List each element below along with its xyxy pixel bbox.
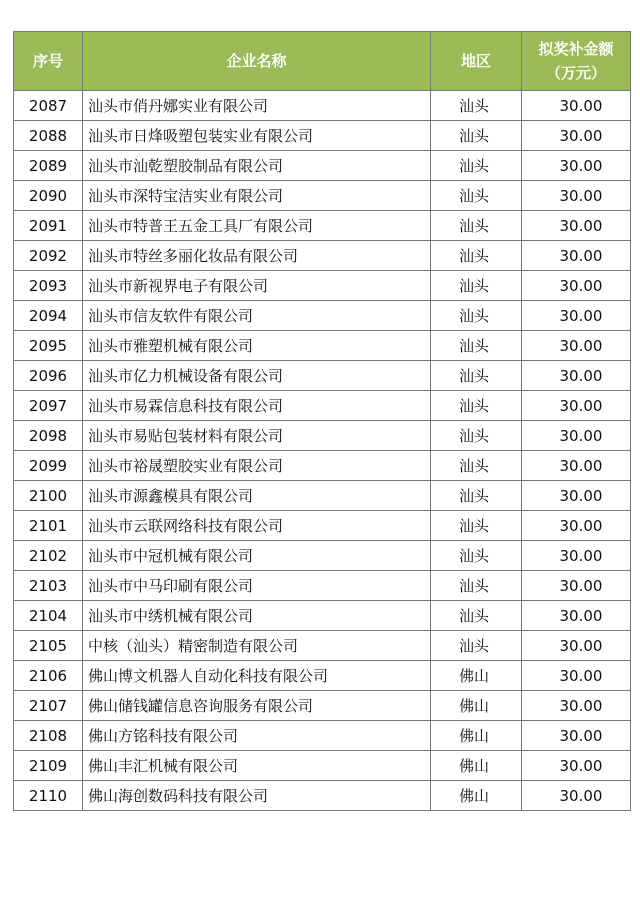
cell-amount: 30.00 [522,601,631,631]
cell-amount: 30.00 [522,391,631,421]
cell-amount: 30.00 [522,91,631,121]
cell-no: 2105 [14,631,83,661]
cell-no: 2093 [14,271,83,301]
cell-company-name: 汕头市信友软件有限公司 [83,301,431,331]
cell-area: 佛山 [431,751,522,781]
header-row [14,32,631,91]
cell-area: 汕头 [431,631,522,661]
table-row [14,601,631,631]
cell-area: 汕头 [431,151,522,181]
cell-area: 汕头 [431,331,522,361]
cell-company-name: 汕头市特丝多丽化妆品有限公司 [83,241,431,271]
cell-amount: 30.00 [522,691,631,721]
cell-amount: 30.00 [522,481,631,511]
cell-amount: 30.00 [522,151,631,181]
header-amount [522,32,631,91]
cell-amount: 30.00 [522,211,631,241]
table-row [14,781,631,811]
table-body [14,91,631,811]
cell-company-name: 汕头市特普王五金工具厂有限公司 [83,211,431,241]
table-row [14,211,631,241]
cell-no: 2104 [14,601,83,631]
table-row [14,691,631,721]
cell-no: 2088 [14,121,83,151]
cell-no: 2091 [14,211,83,241]
table-row [14,571,631,601]
cell-amount: 30.00 [522,271,631,301]
cell-amount: 30.00 [522,361,631,391]
cell-no: 2099 [14,451,83,481]
cell-company-name: 汕头市汕乾塑胶制品有限公司 [83,151,431,181]
cell-area: 汕头 [431,511,522,541]
table-row [14,271,631,301]
cell-no: 2087 [14,91,83,121]
cell-area: 汕头 [431,391,522,421]
table-row [14,631,631,661]
cell-amount: 30.00 [522,751,631,781]
table-row [14,451,631,481]
cell-area: 汕头 [431,121,522,151]
cell-company-name: 汕头市雅塑机械有限公司 [83,331,431,361]
cell-no: 2109 [14,751,83,781]
cell-area: 汕头 [431,541,522,571]
table-row [14,661,631,691]
cell-no: 2101 [14,511,83,541]
cell-area: 汕头 [431,211,522,241]
cell-area: 汕头 [431,181,522,211]
cell-area: 汕头 [431,571,522,601]
cell-company-name: 佛山丰汇机械有限公司 [83,751,431,781]
header-no: 序号 [14,32,83,91]
cell-company-name: 汕头市中冠机械有限公司 [83,541,431,571]
cell-company-name: 汕头市易霖信息科技有限公司 [83,391,431,421]
table-row [14,721,631,751]
subsidy-table-container [13,31,630,811]
table-row [14,241,631,271]
cell-company-name: 佛山海创数码科技有限公司 [83,781,431,811]
cell-amount: 30.00 [522,781,631,811]
cell-amount: 30.00 [522,301,631,331]
table-row [14,151,631,181]
cell-company-name: 汕头市源鑫模具有限公司 [83,481,431,511]
header-name: 企业名称 [83,32,431,91]
cell-amount: 30.00 [522,451,631,481]
cell-no: 2097 [14,391,83,421]
cell-company-name: 汕头市云联网络科技有限公司 [83,511,431,541]
cell-no: 2090 [14,181,83,211]
cell-no: 2096 [14,361,83,391]
cell-amount: 30.00 [522,541,631,571]
cell-company-name: 佛山储钱罐信息咨询服务有限公司 [83,691,431,721]
cell-area: 汕头 [431,91,522,121]
cell-amount: 30.00 [522,661,631,691]
table-row [14,751,631,781]
cell-amount: 30.00 [522,241,631,271]
cell-no: 2107 [14,691,83,721]
cell-company-name: 汕头市俏丹娜实业有限公司 [83,91,431,121]
cell-no: 2102 [14,541,83,571]
table-row [14,91,631,121]
cell-company-name: 佛山方铭科技有限公司 [83,721,431,751]
cell-amount: 30.00 [522,121,631,151]
cell-amount: 30.00 [522,181,631,211]
cell-area: 佛山 [431,691,522,721]
cell-no: 2094 [14,301,83,331]
table-row [14,121,631,151]
cell-company-name: 汕头市深特宝洁实业有限公司 [83,181,431,211]
cell-area: 汕头 [431,601,522,631]
cell-area: 汕头 [431,361,522,391]
table-row [14,541,631,571]
cell-no: 2108 [14,721,83,751]
table-header [14,32,631,91]
table-row [14,361,631,391]
cell-area: 佛山 [431,721,522,751]
cell-area: 汕头 [431,301,522,331]
table-row [14,181,631,211]
header-area: 地区 [431,32,522,91]
table-row [14,331,631,361]
cell-area: 汕头 [431,481,522,511]
table-row [14,391,631,421]
cell-amount: 30.00 [522,571,631,601]
cell-area: 汕头 [431,451,522,481]
cell-no: 2095 [14,331,83,361]
cell-area: 汕头 [431,241,522,271]
cell-no: 2106 [14,661,83,691]
header-amount-line1: 拟奖补金额 [538,40,614,58]
cell-company-name: 汕头市新视界电子有限公司 [83,271,431,301]
cell-no: 2100 [14,481,83,511]
table-row [14,301,631,331]
header-amount-line2: （万元） [545,64,606,82]
cell-amount: 30.00 [522,721,631,751]
table-row [14,481,631,511]
table-row [14,421,631,451]
cell-area: 汕头 [431,421,522,451]
cell-company-name: 汕头市亿力机械设备有限公司 [83,361,431,391]
cell-amount: 30.00 [522,511,631,541]
cell-company-name: 汕头市中马印刷有限公司 [83,571,431,601]
cell-amount: 30.00 [522,331,631,361]
cell-company-name: 汕头市裕晟塑胶实业有限公司 [83,451,431,481]
cell-company-name: 中核（汕头）精密制造有限公司 [83,631,431,661]
cell-no: 2092 [14,241,83,271]
cell-area: 佛山 [431,781,522,811]
cell-company-name: 汕头市日烽吸塑包装实业有限公司 [83,121,431,151]
cell-no: 2098 [14,421,83,451]
cell-no: 2089 [14,151,83,181]
cell-no: 2110 [14,781,83,811]
cell-company-name: 汕头市中绣机械有限公司 [83,601,431,631]
cell-area: 汕头 [431,271,522,301]
subsidy-table [13,31,631,811]
cell-company-name: 汕头市易贴包装材料有限公司 [83,421,431,451]
cell-area: 佛山 [431,661,522,691]
cell-company-name: 佛山博文机器人自动化科技有限公司 [83,661,431,691]
cell-amount: 30.00 [522,421,631,451]
cell-no: 2103 [14,571,83,601]
table-row [14,511,631,541]
cell-amount: 30.00 [522,631,631,661]
